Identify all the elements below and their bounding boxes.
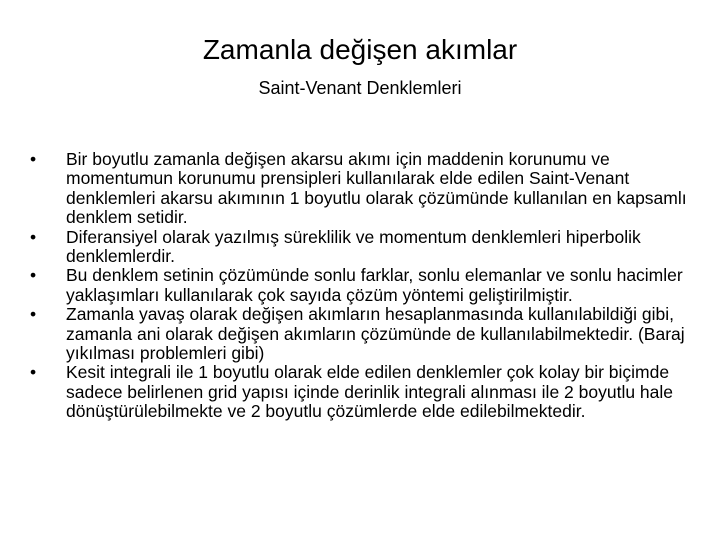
bullet-text: Zamanla yavaş olarak değişen akımların hesaplanmasında kullanılabildiği gibi, zamanla ani olarak değişen akımların çözümünde de kullanılabilmektedir. (Baraj yıkılması problemleri gibi) (66, 304, 685, 364)
bullet-item (30, 363, 690, 421)
bullet-text: Diferansiyel olarak yazılmış süreklilik ve momentum denklemleri hiperbolik denklemlerdir. (66, 226, 641, 267)
bullet-text: Kesit integrali ile 1 boyutlu olarak elde edilen denklemler çok kolay bir biçimde sadece belirlenen grid yapısı içinde derinlik integrali alınması ile 2 boyutlu hale dönüştürülebilmekte ve 2 boyutlu çözümlerde elde edilebilmektedir. (66, 362, 674, 422)
bullet-text: Bu denklem setinin çözümünde sonlu farklar, sonlu elemanlar ve sonlu hacimler yaklaşımları kullanılarak çok sayıda çözüm yöntemi geliştirilmiştir. (66, 265, 683, 305)
bullet-icon: • (30, 226, 37, 247)
bullet-icon: • (30, 362, 37, 383)
bullet-item (30, 228, 690, 267)
bullet-item (30, 150, 690, 228)
bullet-item (30, 305, 690, 363)
slide-subtitle: Saint-Venant Denklemleri (258, 78, 462, 98)
bullet-item (30, 266, 690, 305)
bullet-icon: • (30, 149, 37, 169)
bullet-text: Bir boyutlu zamanla değişen akarsu akımı için maddenin korunumu ve momentumun korunumu prensipleri kullanılarak elde edilen Saint-Venant denklemleri akarsu akımının 1 boyutlu olarak çözümünde kullanılan en kapsamlı denklem setidir. (66, 149, 687, 228)
bullet-icon: • (30, 265, 37, 286)
slide-title: Zamanla değişen akımlar (202, 34, 518, 65)
bullet-list (30, 150, 690, 422)
bullet-icon: • (30, 304, 37, 325)
